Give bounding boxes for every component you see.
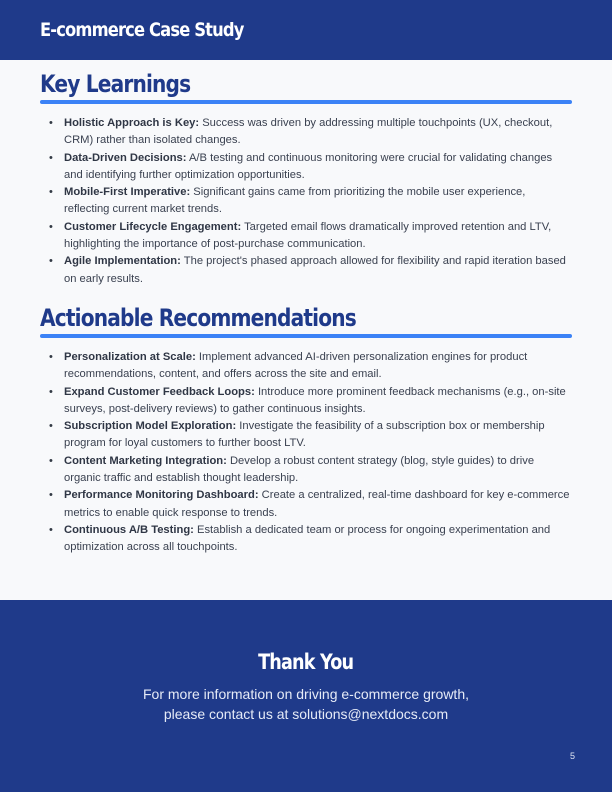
key-learnings-list	[48, 115, 572, 288]
list-item: • Performance Monitoring Dashboard: Create a centralized, real-time dashboard for key e-commerce metrics to enable quick response to trends.	[48, 487, 572, 522]
list-item: • Subscription Model Exploration: Investigate the feasibility of a subscription box or membership program for loyal customers to further boost LTV.	[48, 418, 572, 453]
page-footer	[0, 600, 612, 792]
recommendations-list	[48, 349, 572, 557]
list-item: • Personalization at Scale: Implement advanced AI-driven personalization engines for product recommendations, content, and offers across the site and email.	[48, 349, 572, 384]
list-item: • Content Marketing Integration: Develop a robust content strategy (blog, style guides) to drive organic traffic and establish thought leadership.	[48, 453, 572, 488]
key-learnings-heading: Key Learnings	[40, 70, 191, 98]
thank-you-heading: Thank You	[258, 650, 354, 674]
recommendations-rule	[40, 334, 572, 338]
page-header	[0, 0, 612, 60]
contact-text: For more information on driving e-commerce growth, please contact us at solutions@nextdocs.com	[0, 684, 612, 724]
list-item: • Agile Implementation: The project's phased approach allowed for flexibility and rapid iteration based on early results.	[48, 253, 572, 288]
list-item: • Continuous A/B Testing: Establish a dedicated team or process for ongoing experimentation and optimization across all touchpoints.	[48, 522, 572, 557]
recommendations-heading: Actionable Recommendations	[40, 304, 356, 332]
list-item: • Customer Lifecycle Engagement: Targeted email flows dramatically improved retention and LTV, highlighting the importance of post-purchase communication.	[48, 219, 572, 254]
document-title: E-commerce Case Study	[40, 19, 244, 41]
list-item: • Expand Customer Feedback Loops: Introduce more prominent feedback mechanisms (e.g., on-site surveys, post-delivery reviews) to gather continuous insights.	[48, 384, 572, 419]
contact-email-line: please contact us at solutions@nextdocs.com	[163, 706, 449, 722]
key-learnings-rule	[40, 100, 572, 104]
list-item: • Data-Driven Decisions: A/B testing and continuous monitoring were crucial for validating changes and identifying further optimization opportunities.	[48, 150, 572, 185]
list-item: • Holistic Approach is Key: Success was driven by addressing multiple touchpoints (UX, checkout, CRM) rather than isolated changes.	[48, 115, 572, 150]
page-number: 5	[570, 751, 576, 761]
list-item: • Mobile-First Imperative: Significant gains came from prioritizing the mobile user experience, reflecting current market trends.	[48, 184, 572, 219]
